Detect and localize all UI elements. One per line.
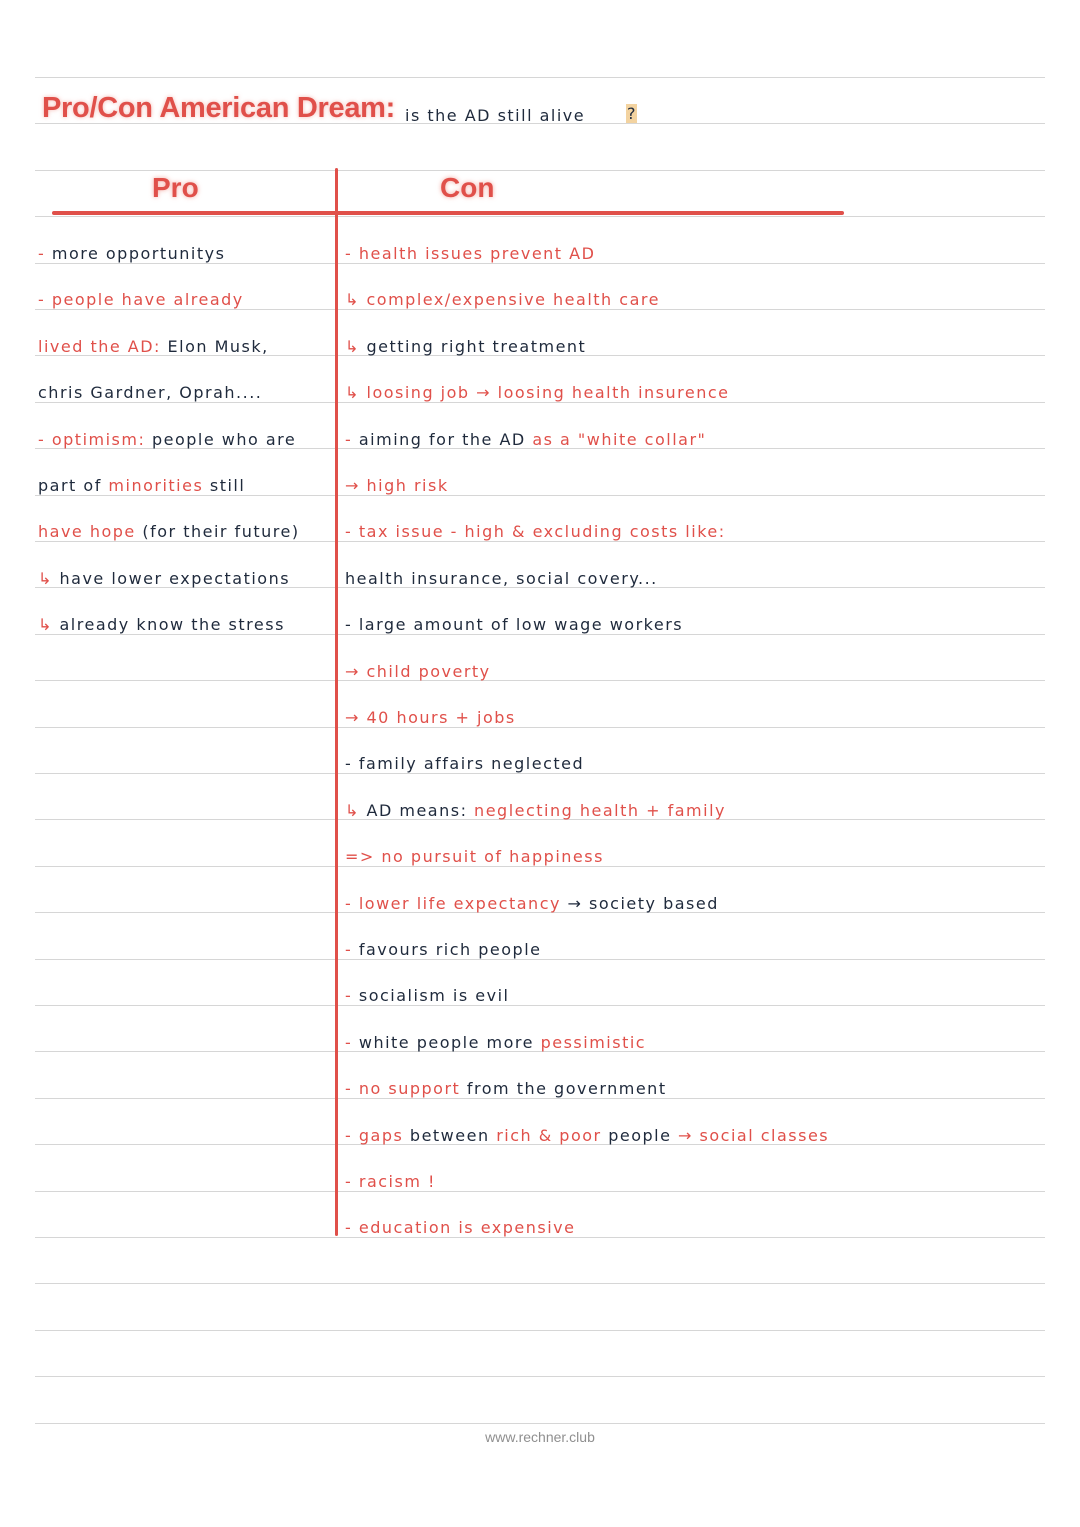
pro-line-text: have hope [38,522,143,541]
ruled-line [35,216,1045,217]
pro-line [38,337,269,357]
con-line-text: - gaps [345,1126,410,1145]
ruled-line [35,1283,1045,1284]
con-line-text: → child poverty [345,662,491,681]
con-line-text: ↳ [345,337,367,356]
pro-line-text: still [209,476,246,495]
pro-line-text: minorities [108,476,210,495]
pro-line-text: ↳ [38,569,60,588]
header-divider [52,211,844,215]
pro-line [38,569,290,589]
pro-line [38,522,300,542]
con-line-text: - racism ! [345,1172,436,1191]
con-line-text: neglecting health + family [474,801,726,820]
ruled-line [35,1423,1045,1424]
con-line-text: white people more [358,1033,541,1052]
pro-line [38,476,245,496]
con-line-text: - family affairs neglected [345,754,585,773]
con-line-text: ↳ loosing job → loosing health insurence [345,383,730,402]
pro-line [38,290,244,310]
ruled-line [35,680,1045,681]
ruled-line [35,1191,1045,1192]
con-line-text: → social classes [678,1126,830,1145]
con-line [345,430,706,450]
pro-line [38,383,262,403]
con-line [345,940,541,960]
con-line [345,1126,829,1146]
con-line-text: ↳ complex/expensive health care [345,290,660,309]
pro-line-text: - optimism: [38,430,152,449]
con-line [345,801,726,821]
con-line-text: - health issues prevent AD [345,244,596,263]
pro-line [38,430,296,450]
con-line-text: ↳ [345,801,367,820]
con-line-text: - [345,940,359,959]
pro-line-text: Elon Musk, [167,337,269,356]
con-line-text: socialism is evil [358,986,510,1005]
con-line [345,1033,646,1053]
con-line [345,244,595,264]
con-line-text: health insurance, social covery... [345,569,658,588]
pro-line-text: part of [38,476,109,495]
con-line [345,1218,575,1238]
page-title: Pro/Con American Dream: [42,92,396,124]
ruled-line [35,77,1045,78]
con-header: Con [440,172,495,203]
con-line [345,383,729,403]
pro-line-text: chris Gardner, Oprah.... [38,383,263,402]
con-line-text: getting right treatment [366,337,587,356]
con-line [345,1079,667,1099]
con-line [345,894,719,914]
con-line-text: pessimistic [540,1033,647,1052]
ruled-line [35,1005,1045,1006]
con-line-text: → society based [567,894,719,913]
con-line-text: - tax issue - high & excluding costs like: [345,522,726,541]
con-line-text: people [608,1126,679,1145]
con-line [345,290,660,310]
pro-line-text: already know the stress [59,615,285,634]
pro-line-text: (for their future) [142,522,300,541]
con-line-text: - [345,1033,359,1052]
pro-line-text: ↳ [38,615,60,634]
con-line-text: - [345,430,359,449]
con-line-text: => no pursuit of happiness [345,847,604,866]
con-line [345,754,584,774]
con-line [345,615,683,635]
con-line [345,662,491,682]
con-line [345,476,449,496]
con-line-text: aiming for the AD [358,430,533,449]
pro-line-text: lived the AD: [38,337,168,356]
con-line [345,986,510,1006]
con-line-text: - [345,986,359,1005]
pro-line-text: - [38,244,52,263]
con-line-text: rich & poor [496,1126,609,1145]
con-line-text: - education is expensive [345,1218,576,1237]
con-line-text: - no support [345,1079,467,1098]
con-line [345,708,516,728]
con-line-text: favours rich people [358,940,542,959]
con-line-text: → 40 hours + jobs [345,708,516,727]
page-subtitle: is the AD still alive [405,106,586,125]
con-line-text: AD means: [366,801,475,820]
pro-line-text: people who are [151,430,297,449]
con-line-text: → high risk [345,476,449,495]
ruled-line [35,1376,1045,1377]
con-line-text: from the government [466,1079,667,1098]
ruled-line [35,170,1045,171]
column-divider [335,168,338,1236]
con-line-text: - lower life expectancy [345,894,568,913]
footer-url: www.rechner.club [485,1429,595,1445]
con-line [345,1172,436,1192]
pro-line-text: have lower expectations [59,569,291,588]
pro-line [38,244,225,264]
con-line-text: as a "white collar" [532,430,707,449]
pro-line-text: more opportunitys [51,244,226,263]
con-line [345,569,658,589]
pro-line-text: - people have already [38,290,244,309]
ruled-line [35,727,1045,728]
con-line-text: between [409,1126,497,1145]
ruled-line [35,1330,1045,1331]
con-line-text: - large amount of low wage workers [345,615,684,634]
con-line [345,522,726,542]
con-line [345,847,604,867]
pro-header: Pro [152,172,199,203]
question-mark: ? [627,104,636,123]
pro-line [38,615,285,635]
con-line [345,337,586,357]
